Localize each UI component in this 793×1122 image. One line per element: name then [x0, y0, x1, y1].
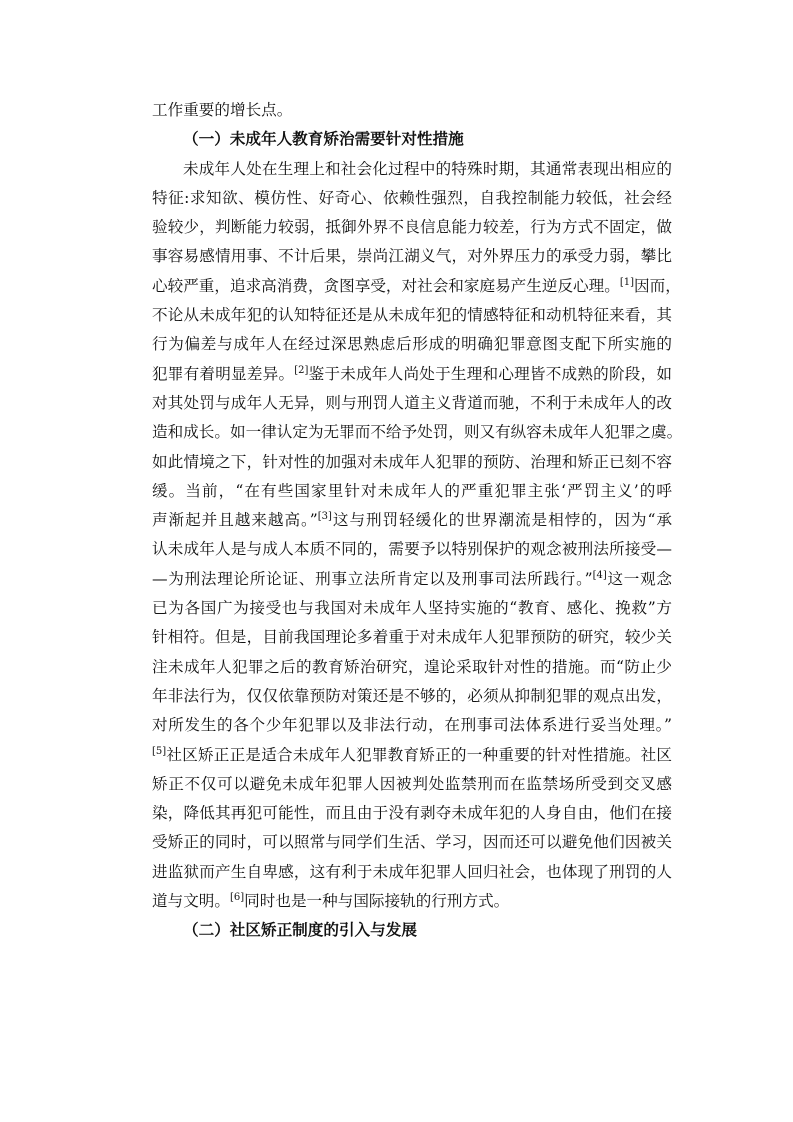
citation-marker: [6] [229, 892, 245, 904]
paragraph-line: 造和成长。如一律认定为无罪而不给予处罚，则又有纵容未成年人犯罪之虞。 [152, 423, 683, 442]
paragraph-line [152, 506, 672, 535]
paragraph-line: 未成年人处在生理上和社会化过程中的特殊时期，其通常表现出相应的 [183, 159, 672, 178]
paragraph-line: 行为偏差与成年人在经过深思熟虑后形成的明确犯罪意图支配下所实施的 [152, 335, 672, 354]
section-heading: （二）社区矫正制度的引入与发展 [183, 921, 417, 940]
text-run: 这一观念 [606, 569, 672, 588]
paragraph-line: 年非法行为，仅仅依靠预防对策还是不够的，必须从抑制犯罪的观点出发， [152, 686, 672, 705]
text-run: 社区矫正正是适合未成年人犯罪教育矫正的一种重要的针对性措施。社区 [166, 745, 672, 764]
citation-marker: [3] [317, 511, 332, 523]
paragraph-line: 特征:求知欲、模仿性、好奇心、依赖性强烈，自我控制能力较低，社会经 [152, 188, 672, 207]
paragraph-line: 已为各国广为接受也与我国对未成年人坚持实施的“教育、感化、挽救”方 [152, 599, 672, 618]
text-run: 鉴于未成年人尚处于生理和心理皆不成熟的阶段，如 [308, 364, 672, 383]
citation-marker: [2] [294, 364, 309, 376]
paragraph-line [152, 887, 672, 916]
text-run: 心较严重，追求高消费，贪图享受，对社会和家庭易产生逆反心理。 [152, 276, 620, 295]
paragraph-line [152, 272, 681, 301]
citation-marker: [5] [152, 745, 167, 757]
text-run: 同时也是一种与国际接轨的行刑方式。 [244, 892, 510, 911]
paragraph-line: 染，降低其再犯可能性，而且由于没有剥夺未成年犯的人身自由，他们在接 [152, 804, 672, 823]
body-text [152, 96, 683, 946]
citation-marker: [4] [592, 569, 607, 581]
paragraph-line: 工作重要的增长点。 [152, 101, 293, 119]
text-run: 犯罪有着明显差异。 [152, 364, 295, 383]
paragraph-line: 对其处罚与成年人无异，则与刑罚人道主义背道而驰，不利于未成年人的改 [152, 393, 672, 412]
paragraph-line [152, 360, 672, 389]
paragraph-line: 针相符。但是，目前我国理论多着重于对未成年人犯罪预防的研究，较少关 [152, 628, 672, 647]
paragraph-line [152, 565, 672, 594]
paragraph-line [152, 741, 672, 770]
paragraph-line: 矫正不仅可以避免未成年犯罪人因被判处监禁刑而在监禁场所受到交叉感 [152, 774, 672, 793]
section-heading: （一）未成年人教育矫治需要针对性措施 [183, 130, 464, 149]
paragraph-line: 不论从未成年犯的认知特征还是从未成年犯的情感特征和动机特征来看，其 [152, 306, 672, 325]
paragraph-line: 验较少，判断能力较弱，抵御外界不良信息能力较差，行为方式不固定，做 [152, 218, 672, 237]
text-run: 声渐起并且越来越高。” [152, 511, 318, 530]
paragraph-line: 对所发生的各个少年犯罪以及非法行动，在刑事司法体系进行妥当处理。” [152, 716, 672, 735]
text-run: 道与文明。 [152, 892, 230, 911]
paragraph-line: 注未成年人犯罪之后的教育矫治研究，遑论采取针对性的措施。而“防止少 [152, 657, 672, 676]
paragraph-line: 进监狱而产生自卑感，这有利于未成年犯罪人回归社会，也体现了刑罚的人 [152, 862, 672, 881]
text-run: 因而， [634, 276, 681, 295]
paragraph-line: 事容易感情用事、不计后果，崇尚江湖义气，对外界压力的承受力弱，攀比 [152, 247, 672, 266]
paragraph-line: 如此情境之下，针对性的加强对未成年人犯罪的预防、治理和矫正已刻不容 [152, 452, 672, 471]
paragraph-line: 缓。当前，“在有些国家里针对未成年人的严重犯罪主张‘严罚主义’的呼 [152, 481, 672, 500]
text-run: —为刑法理论所论证、刑事立法所肯定以及刑事司法所践行。” [152, 569, 593, 588]
paragraph-line: 认未成年人是与成人本质不同的，需要予以特别保护的观念被刑法所接受— [152, 540, 672, 559]
paragraph-line: 受矫正的同时，可以照常与同学们生活、学习，因而还可以避免他们因被关 [152, 833, 672, 852]
text-run: 这与刑罚轻缓化的世界潮流是相悖的，因为“承 [331, 511, 672, 530]
citation-marker: [1] [619, 276, 634, 288]
